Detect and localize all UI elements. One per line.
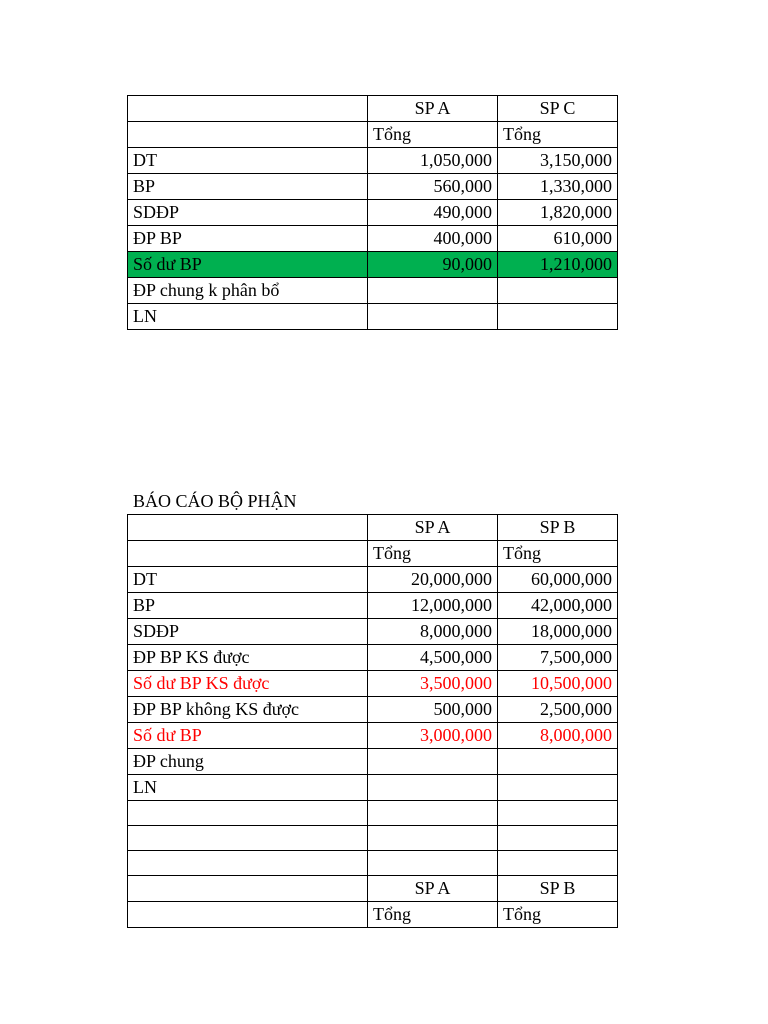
column-header-sp-b[interactable]: SP B: [498, 515, 618, 541]
value-cell[interactable]: [498, 826, 618, 851]
row-label[interactable]: DT: [128, 148, 368, 174]
column-subheader[interactable]: Tổng: [498, 902, 618, 928]
value-cell[interactable]: [368, 775, 498, 801]
column-subheader[interactable]: Tổng: [498, 541, 618, 567]
table-row: [128, 851, 618, 876]
table-subheader-row: [128, 902, 618, 928]
value-cell[interactable]: 12,000,000: [368, 593, 498, 619]
segment-table-1: [127, 95, 618, 330]
table-cell[interactable]: [128, 96, 368, 122]
value-cell[interactable]: 10,500,000: [498, 671, 618, 697]
table-row: [128, 826, 618, 851]
value-cell[interactable]: [498, 775, 618, 801]
value-cell[interactable]: 3,000,000: [368, 723, 498, 749]
highlighted-row: [128, 252, 618, 278]
table-row: [128, 697, 618, 723]
value-cell[interactable]: 1,330,000: [498, 174, 618, 200]
column-subheader[interactable]: Tổng: [368, 122, 498, 148]
table-row: [128, 593, 618, 619]
row-label[interactable]: LN: [128, 775, 368, 801]
value-cell[interactable]: [368, 851, 498, 876]
table-cell[interactable]: [128, 876, 368, 902]
report-title: BÁO CÁO BỘ PHẬN: [133, 491, 297, 511]
red-row: [128, 723, 618, 749]
table-row: [128, 801, 618, 826]
table-cell[interactable]: [128, 122, 368, 148]
row-label[interactable]: BP: [128, 174, 368, 200]
table-header-row: [128, 876, 618, 902]
segment-report-table: [127, 514, 618, 928]
row-label[interactable]: [128, 851, 368, 876]
value-cell[interactable]: 60,000,000: [498, 567, 618, 593]
column-header-sp-a[interactable]: SP A: [368, 876, 498, 902]
value-cell[interactable]: 400,000: [368, 226, 498, 252]
column-header-sp-c[interactable]: SP C: [498, 96, 618, 122]
row-label[interactable]: [128, 801, 368, 826]
value-cell[interactable]: 560,000: [368, 174, 498, 200]
value-cell[interactable]: [368, 749, 498, 775]
red-row: [128, 671, 618, 697]
column-header-sp-a[interactable]: SP A: [368, 515, 498, 541]
table-row: [128, 200, 618, 226]
table-cell[interactable]: [128, 541, 368, 567]
value-cell[interactable]: 3,500,000: [368, 671, 498, 697]
row-label[interactable]: ĐP BP: [128, 226, 368, 252]
column-header-sp-b[interactable]: SP B: [498, 876, 618, 902]
table-row: [128, 174, 618, 200]
row-label[interactable]: LN: [128, 304, 368, 330]
row-label[interactable]: ĐP BP KS được: [128, 645, 368, 671]
column-subheader[interactable]: Tổng: [368, 902, 498, 928]
table-cell[interactable]: [128, 515, 368, 541]
table-row: [128, 567, 618, 593]
column-subheader[interactable]: Tổng: [498, 122, 618, 148]
value-cell[interactable]: [368, 278, 498, 304]
value-cell[interactable]: 500,000: [368, 697, 498, 723]
row-label[interactable]: ĐP chung: [128, 749, 368, 775]
value-cell[interactable]: [368, 801, 498, 826]
value-cell[interactable]: [498, 851, 618, 876]
value-cell[interactable]: [368, 826, 498, 851]
value-cell[interactable]: 8,000,000: [498, 723, 618, 749]
row-label[interactable]: ĐP chung k phân bổ: [128, 278, 368, 304]
row-label[interactable]: Số dư BP KS được: [128, 671, 368, 697]
value-cell[interactable]: 1,210,000: [498, 252, 618, 278]
table-subheader-row: [128, 541, 618, 567]
row-label[interactable]: ĐP BP không KS được: [128, 697, 368, 723]
table-subheader-row: [128, 122, 618, 148]
table-row: [128, 278, 618, 304]
value-cell[interactable]: [498, 304, 618, 330]
value-cell[interactable]: 42,000,000: [498, 593, 618, 619]
value-cell[interactable]: [368, 304, 498, 330]
row-label[interactable]: [128, 826, 368, 851]
value-cell[interactable]: 3,150,000: [498, 148, 618, 174]
column-header-sp-a[interactable]: SP A: [368, 96, 498, 122]
row-label[interactable]: Số dư BP: [128, 723, 368, 749]
value-cell[interactable]: 490,000: [368, 200, 498, 226]
table-row: [128, 226, 618, 252]
value-cell[interactable]: 8,000,000: [368, 619, 498, 645]
table-row: [128, 775, 618, 801]
value-cell[interactable]: [498, 801, 618, 826]
value-cell[interactable]: 7,500,000: [498, 645, 618, 671]
value-cell[interactable]: 610,000: [498, 226, 618, 252]
value-cell[interactable]: 18,000,000: [498, 619, 618, 645]
table-header-row: [128, 515, 618, 541]
column-subheader[interactable]: Tổng: [368, 541, 498, 567]
table-row: [128, 148, 618, 174]
value-cell[interactable]: 20,000,000: [368, 567, 498, 593]
table-row: [128, 645, 618, 671]
value-cell[interactable]: 4,500,000: [368, 645, 498, 671]
row-label[interactable]: SDĐP: [128, 200, 368, 226]
table-header-row: [128, 96, 618, 122]
value-cell[interactable]: 90,000: [368, 252, 498, 278]
value-cell[interactable]: [498, 749, 618, 775]
table-row: [128, 749, 618, 775]
table-row: [128, 619, 618, 645]
table-row: [128, 304, 618, 330]
value-cell[interactable]: 2,500,000: [498, 697, 618, 723]
row-label[interactable]: BP: [128, 593, 368, 619]
value-cell[interactable]: 1,050,000: [368, 148, 498, 174]
table-cell[interactable]: [128, 902, 368, 928]
row-label[interactable]: DT: [128, 567, 368, 593]
value-cell[interactable]: [498, 278, 618, 304]
row-label[interactable]: Số dư BP: [128, 252, 368, 278]
row-label[interactable]: SDĐP: [128, 619, 368, 645]
value-cell[interactable]: 1,820,000: [498, 200, 618, 226]
